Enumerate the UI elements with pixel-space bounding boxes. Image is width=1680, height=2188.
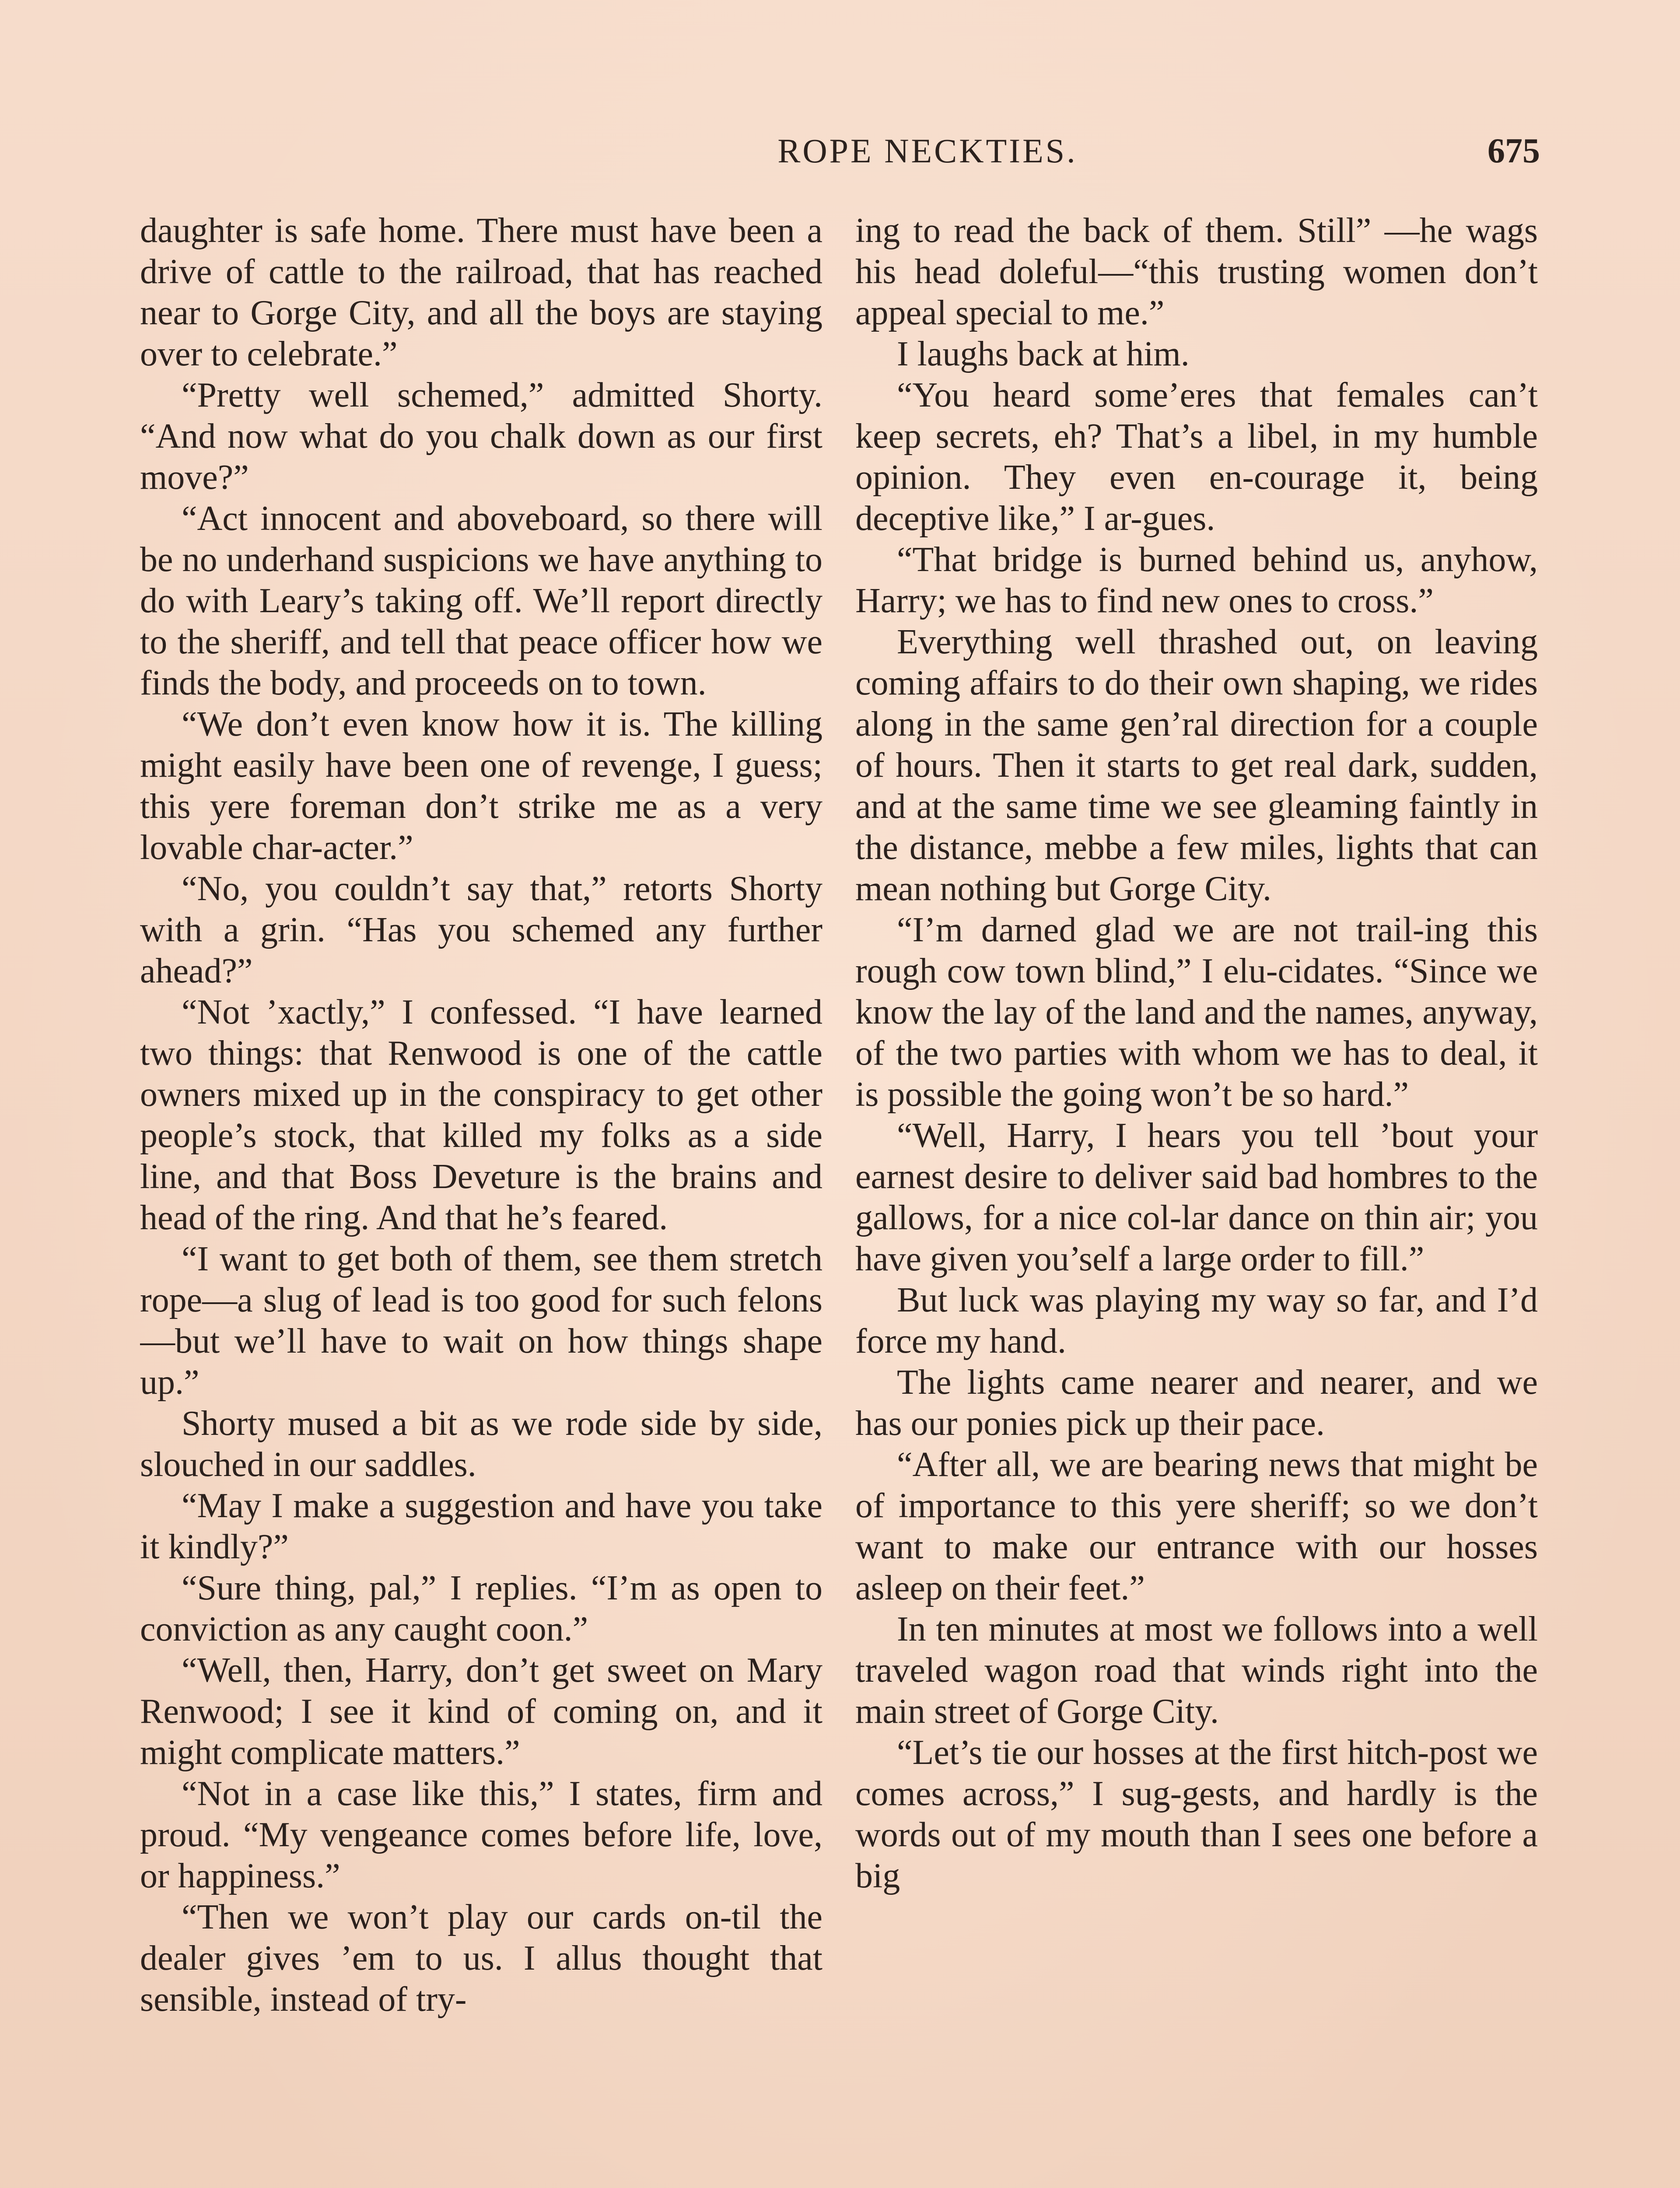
paragraph: “I’m darned glad we are not trail-ing this rough cow town blind,” I elu-cidates. “Since we know the lay of the land and the names, anyway, of the two parties with whom we has to deal, it is possible the going won’t be so hard.” (855, 911, 1538, 1114)
page-number: 675 (1488, 132, 1540, 170)
paragraph: “May I make a suggestion and have you take it kindly?” (140, 1487, 822, 1566)
paragraph: “I want to get both of them, see them stretch rope—a slug of lead is too good for such felons—but we’ll have to wait on how things shape up.” (140, 1240, 822, 1402)
paragraph: The lights came nearer and nearer, and we has our ponies pick up their pace. (855, 1363, 1538, 1443)
paragraph: In ten minutes at most we follows into a well traveled wagon road that winds right into the main street of Gorge City. (855, 1610, 1538, 1731)
paragraph: “Not in a case like this,” I states, firm and proud. “My vengeance comes before life, love, or happiness.” (140, 1774, 822, 1895)
paragraph: “We don’t even know how it is. The killing might easily have been one of revenge, I guess; this yere foreman don’t strike me as a very lovable char-acter.” (140, 705, 822, 867)
left-text-column (140, 210, 822, 2188)
paragraph: ing to read the back of them. Still” —he wags his head doleful—“this trusting women don’t appeal special to me.” (855, 211, 1538, 332)
paragraph: But luck was playing my way so far, and I’d force my hand. (855, 1281, 1538, 1360)
paragraph: “You heard some’eres that females can’t keep secrets, eh? That’s a libel, in my humble opinion. They even en-courage it, being deceptive like,” I ar-gues. (855, 376, 1538, 538)
paragraph: “Well, then, Harry, don’t get sweet on Mary Renwood; I see it kind of coming on, and it might complicate matters.” (140, 1651, 822, 1772)
paragraph: “Sure thing, pal,” I replies. “I’m as open to conviction as any caught coon.” (140, 1569, 822, 1648)
paragraph: “That bridge is burned behind us, anyhow, Harry; we has to find new ones to cross.” (855, 540, 1538, 620)
paragraph: I laughs back at him. (897, 335, 1190, 373)
paragraph: “Well, Harry, I hears you tell ’bout your earnest desire to deliver said bad hombres to the gallows, for a nice col-lar dance on thin air; you have given you’self a large order to fill.” (855, 1116, 1538, 1278)
paragraph: “Not ’xactly,” I confessed. “I have learned two things: that Renwood is one of the cattle owners mixed up in the conspiracy to get other people’s stock, that killed my folks as a side line, and that Boss Deveture is the brains and head of the ring. And that he’s feared. (140, 993, 822, 1237)
paragraph: “Let’s tie our hosses at the first hitch-post we comes across,” I sug-gests, and hardly is the words out of my mouth than I sees one before a big (855, 1733, 1538, 1895)
right-text-column (855, 210, 1538, 2188)
paragraph: “No, you couldn’t say that,” retorts Shorty with a grin. “Has you schemed any further ahead?” (140, 870, 822, 990)
paragraph: Shorty mused a bit as we rode side by side, slouched in our saddles. (140, 1404, 822, 1484)
page-header (140, 131, 1540, 179)
paragraph: “After all, we are bearing news that might be of importance to this yere sheriff; so we don’t want to make our entrance with our hosses asleep on their feet.” (855, 1445, 1538, 1607)
paragraph: daughter is safe home. There must have been a drive of cattle to the railroad, that has reached near to Gorge City, and all the boys are staying over to celebrate.” (140, 211, 822, 373)
paragraph: “Pretty well schemed,” admitted Shorty. “And now what do you chalk down as our first move?” (140, 376, 822, 497)
running-title: ROPE NECKTIES. (777, 132, 1078, 170)
paragraph: “Act innocent and aboveboard, so there will be no underhand suspicions we have anything to do with Leary’s taking off. We’ll report directly to the sheriff, and tell that peace officer how we finds the body, and proceeds on to town. (140, 499, 822, 702)
paragraph: “Then we won’t play our cards on-til the dealer gives ’em to us. I allus thought that sensible, instead of try- (140, 1898, 822, 2019)
paragraph: Everything well thrashed out, on leaving coming affairs to do their own shaping, we rides along in the same gen’ral direction for a couple of hours. Then it starts to get real dark, sudden, and at the same time we see gleaming faintly in the distance, mebbe a few miles, lights that can mean nothing but Gorge City. (855, 623, 1538, 908)
